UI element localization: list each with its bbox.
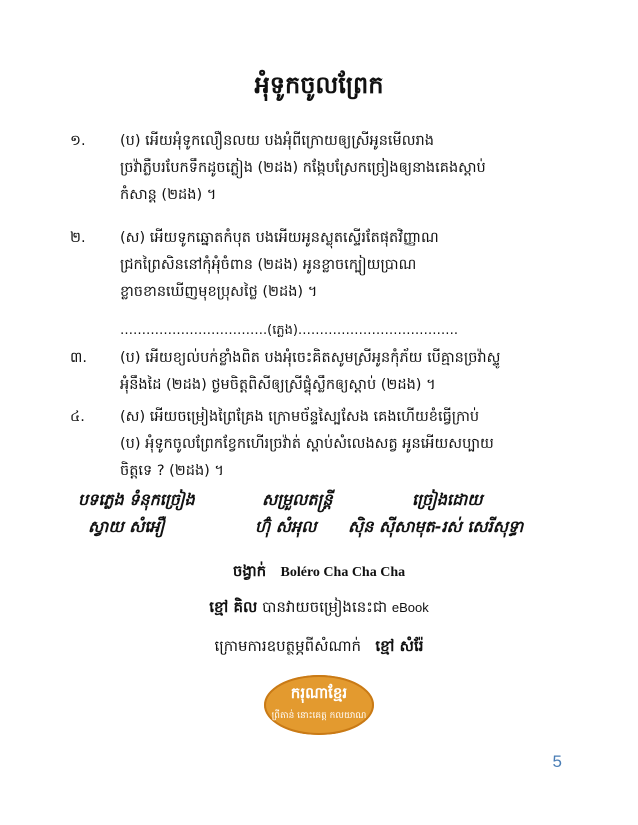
verse-3 bbox=[70, 345, 570, 399]
logo-subtitle: ព្រីតាន់ នោះគេត្ត កលយាណ bbox=[271, 711, 367, 721]
rhythm-label: ចង្វាក់ bbox=[232, 562, 267, 580]
typed-by-line bbox=[0, 598, 638, 620]
verse-1 bbox=[70, 128, 570, 209]
verse-line: (ប) អើយខ្យល់បក់ខ្លាំងពិត បងអុំចេះគិតសូមស្រីអូនកុំភ័យ បើគ្មានច្រវ៉ាស្ទូ bbox=[120, 350, 501, 366]
karuna-khmer-logo bbox=[264, 675, 374, 735]
sponsor-text: ក្រោមការឧបត្ថម្ភពីសំណាក់ bbox=[214, 637, 362, 655]
verse-number: ១. bbox=[70, 133, 86, 149]
song-title: អុំទូកចូលព្រែក bbox=[254, 71, 384, 99]
credit-arranger-name: ហ៊ុំ សំអុល bbox=[255, 517, 317, 536]
sponsor-line bbox=[0, 637, 638, 659]
credit-composer-name: ស្វាយ សំអឿ bbox=[88, 517, 165, 536]
rhythm-line bbox=[0, 562, 638, 584]
typed-by-text: បានវាយចម្រៀងនេះជា bbox=[262, 598, 388, 616]
verse-line: ខ្លាចខានឃើញមុខប្រុសថ្លៃ (២ដង) ។ bbox=[120, 284, 318, 300]
sponsor-name: ខ្មៅ សំរ៉ែ bbox=[375, 637, 424, 655]
typist-name: ខ្មៅ គិល bbox=[209, 598, 258, 616]
verse-line: (ស) អើយទូកឆ្នោតកំបុត បងអើយអូនស្លុតស្ទើរតែផុតវិញ្ញាណ bbox=[120, 230, 439, 246]
verse-line: ជ្រកព្រៃសិននៅកុំអុំចំពាន (២ដង) អូនខ្លាចក្បៀយប្រាណ bbox=[120, 257, 417, 273]
credit-singer-name: ស៊ិន ស៊ីសាមុត-រស់ សេរីសុទ្ធា bbox=[348, 517, 524, 536]
verse-number: ២. bbox=[70, 230, 86, 246]
verse-number: ៣. bbox=[70, 350, 87, 366]
verse-line: (ប) អុំទូកចូលព្រែកខ្វែកហើរច្រវ៉ាត់ ស្ដាប់សំលេងសត្វ អូនអើយសប្បាយ bbox=[120, 436, 494, 452]
verse-line: (ស) អើយចម្រៀងព្រៃគ្រែង ក្រោមច័ន្ទស្បៃសែង គេងហើយខំធ្វើក្រាប់ bbox=[120, 409, 480, 425]
verse-line: ចិត្តទេ ? (២ដង) ។ bbox=[120, 463, 224, 479]
logo-title: ករុណាខ្មែរ bbox=[290, 684, 348, 702]
verse-line: (ប) អើយអុំទូកលឿនលយ បងអុំពីក្រោយឲ្យស្រីអូនមើលរាង bbox=[120, 133, 434, 149]
credit-singer-header: ច្រៀងដោយ bbox=[412, 490, 483, 509]
interlude-marker: …………………………….(ភ្លេង)………………………………. bbox=[120, 323, 459, 338]
verse-4 bbox=[70, 404, 570, 485]
verse-number: ៤. bbox=[70, 409, 85, 425]
verse-2 bbox=[70, 225, 570, 306]
credit-composer-header: បទភ្លេង ទំនុកច្រៀង bbox=[78, 490, 195, 509]
verse-line: អុំនឹងដៃ (២ដង) ថ្ងមចិត្តពិសីឲ្យស្រីផ្ទុំស្លឹកឲ្យស្ដាប់ (២ដង) ។ bbox=[120, 377, 436, 393]
verse-line: កំសាន្ដ (២ដង) ។ bbox=[120, 187, 217, 203]
page-number: 5 bbox=[552, 752, 562, 771]
rhythm-value: Boléro Cha Cha Cha bbox=[280, 565, 406, 580]
verse-line: ច្រវ៉ាភ្លឺបរបែកទឹកដូចភ្លៀង (២ដង) កង្កែបស្រែកច្រៀងឲ្យនាងគេងស្ដាប់ bbox=[120, 160, 486, 176]
ebook-label: eBook bbox=[391, 600, 429, 615]
credit-arranger-header: សម្រួលតន្ត្រី bbox=[262, 490, 333, 509]
